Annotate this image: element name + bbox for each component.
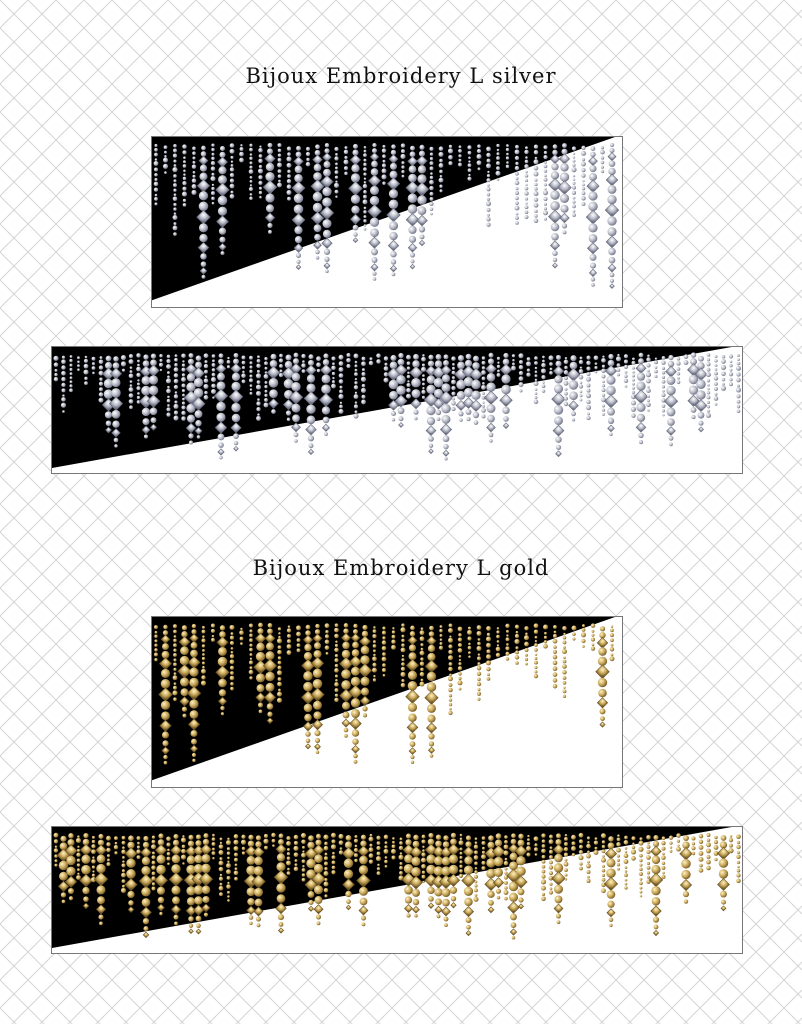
gold-swatch-long: [51, 826, 743, 954]
bead-fringe-illustration: [52, 827, 742, 953]
silver-collection-title: Bijoux Embroidery L silver: [245, 64, 557, 88]
bead-fringe-illustration: [152, 617, 622, 787]
bead-fringe-illustration: [152, 137, 622, 307]
bead-fringe-illustration: [52, 347, 742, 473]
silver-swatch-long: [51, 346, 743, 474]
gold-swatch-short: [151, 616, 623, 788]
gold-collection-title: Bijoux Embroidery L gold: [252, 556, 550, 580]
silver-swatch-short: [151, 136, 623, 308]
